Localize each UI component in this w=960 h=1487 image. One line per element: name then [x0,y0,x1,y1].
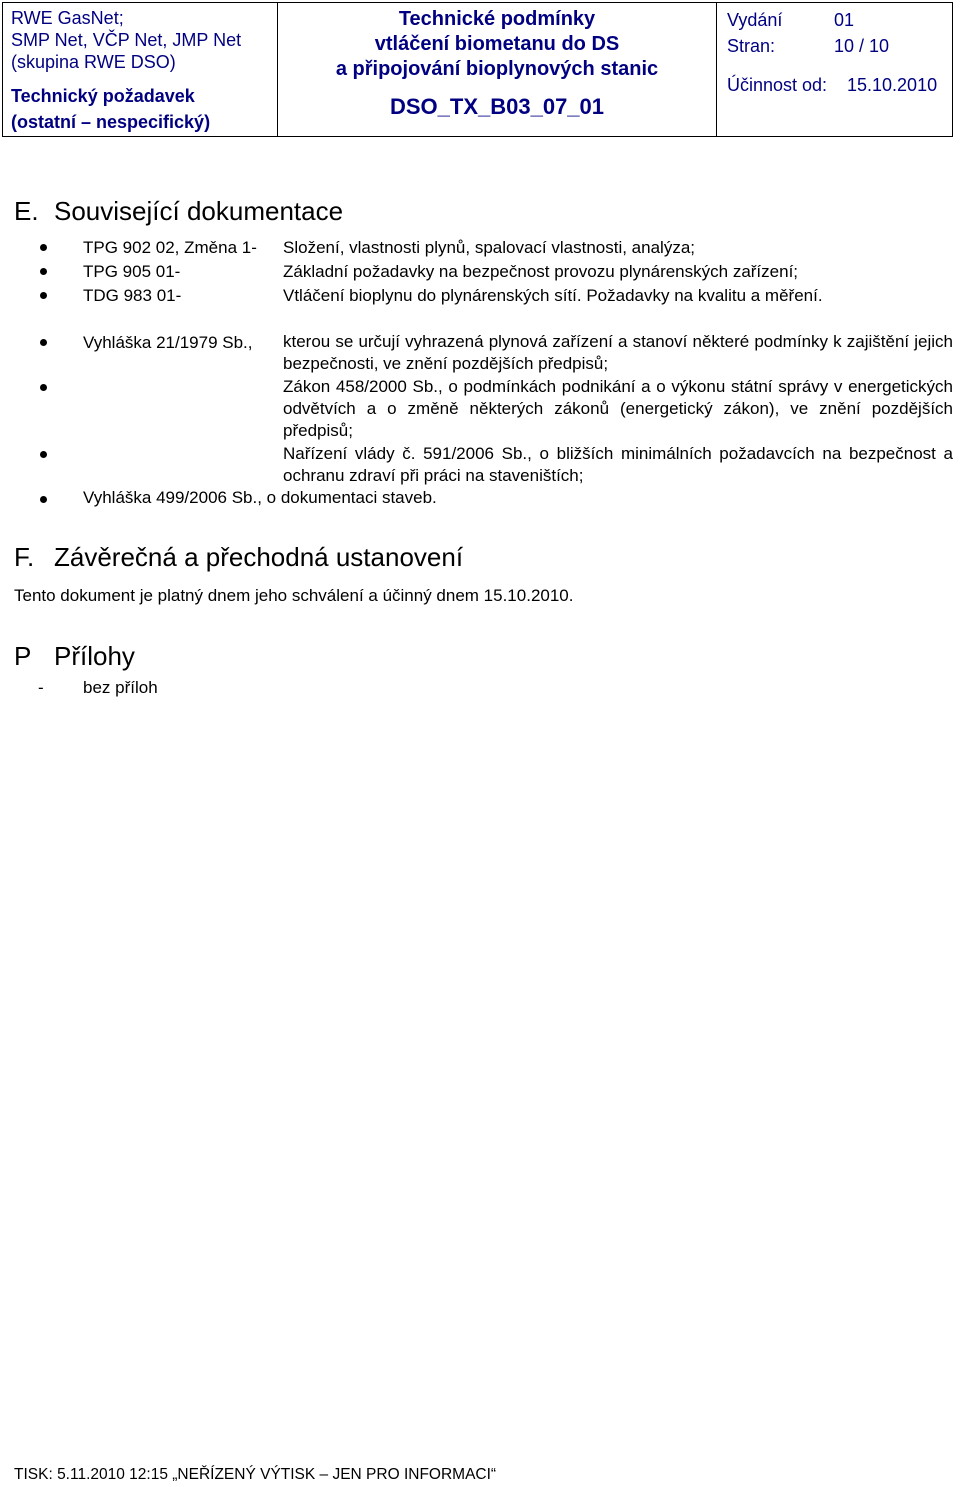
effective-value: 15.10.2010 [847,75,938,95]
section-e-heading [14,196,343,227]
reference-code: TDG 983 01- [83,286,182,305]
law-description: kterou se určují vyhrazená plynová zařízení a stanoví některé podmínky k zajištění jejich bezpečnosti, ve znění pozdějších předpisů; [283,332,953,373]
pages-value: 10 / 10 [834,36,890,56]
section-e-number: E. [14,196,39,226]
title-line-3: a připojování bioplynových stanic [335,58,659,80]
section-p-title: Přílohy [54,641,135,671]
bullet-icon [40,339,47,346]
edition-value: 01 [834,10,855,30]
edition-label: Vydání [727,10,783,30]
section-p-number: P [14,641,32,671]
bullet-icon [40,244,47,251]
bullet-icon [40,384,47,391]
reference-code: TPG 905 01- [83,262,181,281]
reference-description: Základní požadavky na bezpečnost provozu plynárenských zařízení; [283,262,799,281]
section-f-text: Tento dokument je platný dnem jeho schválení a účinný dnem 15.10.2010. [14,586,574,605]
bullet-icon [40,292,47,299]
org-line-3: (skupina RWE DSO) [11,52,176,72]
reference-code: TPG 902 02, Změna 1- [83,238,257,257]
document-code: DSO_TX_B03_07_01 [389,94,605,119]
law-description: Vyhláška 499/2006 Sb., o dokumentaci staveb. [83,488,437,507]
law-description: Zákon 458/2000 Sb., o podmínkách podnikání a o výkonu státní správy v energetických odvětvích a o změně některých zákonů (energetický zákon), ve znění pozdějších předpisů; [283,377,953,440]
print-footer: TISK: 5.11.2010 12:15 „NEŘÍZENÝ VÝTISK – JEN PRO INFORMACI“ [14,1466,497,1483]
header-meta-cell [717,3,953,137]
section-p-text: bez příloh [83,678,158,697]
section-e-title: Související dokumentace [54,196,344,226]
title-line-2: vtláčení biometanu do DS [374,33,620,55]
law-description: Nařízení vlády č. 591/2006 Sb., o bližších minimálních požadavcích na bezpečnost a ochranu zdraví při práci na staveništích; [283,444,953,485]
requirement-type: Technický požadavek [11,86,195,106]
title-line-1: Technické podmínky [398,8,596,30]
section-p-heading [14,641,135,672]
section-f-heading [14,542,463,573]
bullet-icon [40,496,47,503]
bullet-icon [40,268,47,275]
pages-label: Stran: [727,36,776,56]
header-title-cell [278,3,717,137]
effective-label: Účinnost od: [727,75,828,95]
bullet-icon [40,451,47,458]
header-organization-cell [3,3,278,137]
requirement-subtype: (ostatní – nespecifický) [11,112,211,132]
section-f-title: Závěrečná a přechodná ustanovení [54,542,464,572]
law-reference: Vyhláška 21/1979 Sb., [83,333,253,352]
dash-marker: - [38,678,44,697]
reference-description: Vtláčení bioplynu do plynárenských sítí. Požadavky na kvalitu a měření. [283,286,823,305]
reference-description: Složení, vlastnosti plynů, spalovací vlastnosti, analýza; [283,238,695,257]
section-f-number: F. [14,542,35,572]
document-header [2,2,953,137]
org-line-2: SMP Net, VČP Net, JMP Net [11,30,242,50]
org-line-1: RWE GasNet; [11,8,124,28]
